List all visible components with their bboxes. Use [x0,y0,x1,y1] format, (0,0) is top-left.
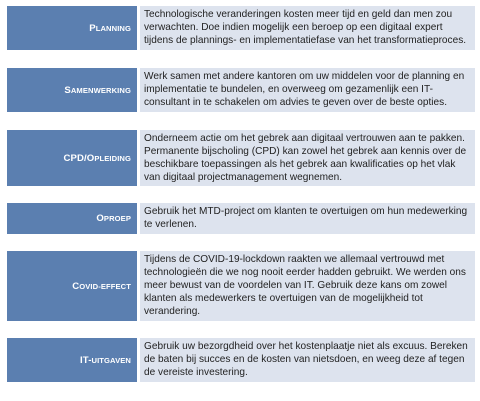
label-covid-effect [7,251,137,321]
label-samenwerking [7,68,137,112]
label-planning [7,6,137,50]
label-rest: PLEIDING [94,153,131,163]
label-rest: OVID-EFFECT [79,281,131,291]
text-planning: Technologische veranderingen kosten meer tijd en geld dan men zou verwachten. Doe indien mogelijk een beroep op een digitaal expert tijdens de plannings- en implementatiefase van het transformatieproces. [140,6,475,50]
label-initial: P [89,22,96,34]
label-rest: AMENWERKING [70,85,131,95]
text-oproep: Gebruik het MTD-project om klanten te overtuigen om hun medewerking te verlenen. [140,203,475,234]
text-covid-effect: Tijdens de COVID-19-lockdown raakten we allemaal vertrouwd met technologieën die we nog nooit eerder hadden gebruikt. We werden ons meer bewust van de voordelen van IT. Gebruik deze kans om zowel klanten als medewerkers te overtuigen van de mogelijkheid tot verandering. [140,251,475,321]
label-initial: IT- [80,354,92,366]
text-it-uitgaven: Gebruik uw bezorgdheid over het kostenplaatje niet als excuus. Bereken de baten bij succes en de kosten van nietsdoen, en weeg deze af tegen de vereiste investering. [140,338,475,382]
label-initial: CPD/O [63,152,95,164]
label-rest: LANNING [95,23,131,33]
label-initial: C [72,280,80,292]
label-rest: UITGAVEN [91,355,131,365]
label-rest: PROEP [103,214,131,223]
label-initial: S [64,84,71,96]
label-initial: O [96,213,104,224]
text-cpd-opleiding: Onderneem actie om het gebrek aan digitaal vertrouwen aan te pakken. Permanente bijscholing (CPD) kan zowel het gebrek aan kennis over de beschikbare toepassingen als het gebrek aan kwalificaties op het vlak van digitaal projectmanagement wegnemen. [140,130,475,186]
label-cpd-opleiding [7,130,137,186]
label-it-uitgaven [7,338,137,382]
text-samenwerking: Werk samen met andere kantoren om uw middelen voor de planning en implementatie te bundelen, en overweeg om gezamenlijk een IT-consultant in te schakelen om advies te geven over de beste opties. [140,68,475,112]
label-oproep [7,203,137,234]
